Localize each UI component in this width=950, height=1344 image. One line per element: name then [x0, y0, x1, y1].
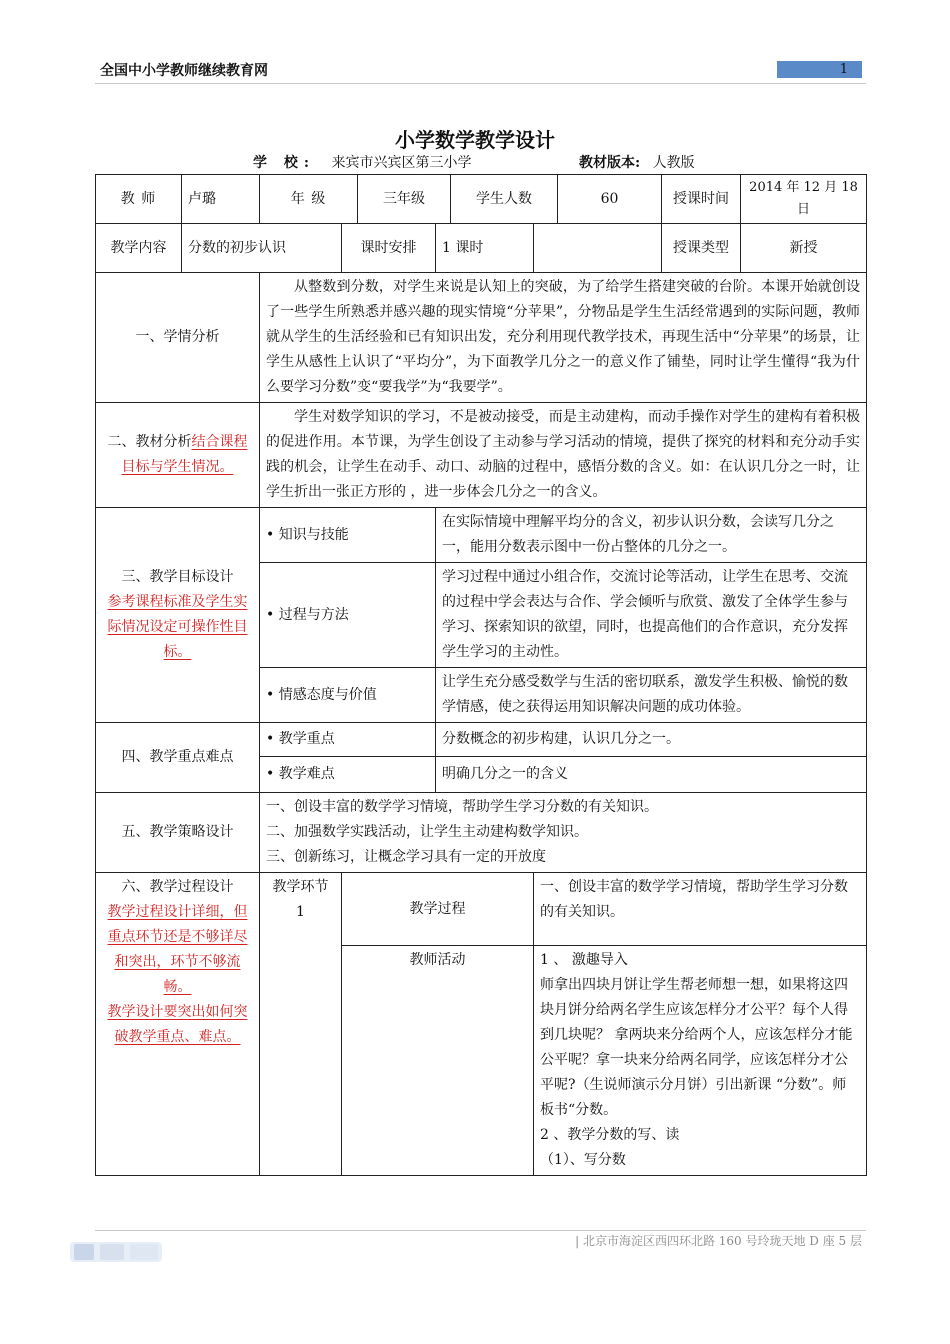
activity-step-2-title: 2 、教学分数的写、读 [540, 1127, 680, 1143]
strategy-line-1: 一、创设丰富的数学学习情境，帮助学生学习分数的有关知识。 [266, 799, 658, 815]
grade-label: 年 级 [260, 175, 358, 224]
footer-divider [95, 1230, 866, 1231]
section-2-text: 学生对数学知识的学习，不是被动接受，而是主动建构，而动手操作对学生的建构有着积极的促进作用。本节课，为学生创设了主动参与学习活动的情境，提供了探究的材料和充分动手实践的机会，让学生在动手、动口、动脑的过程中，感悟分数的含义。如：在认识几分之一时，让学生折出一张正方形的 ，进一步体会几分之一的含义。 [260, 403, 867, 508]
school-line [253, 152, 472, 172]
knowledge-text: 在实际情境中理解平均分的含义，初步认识分数，会读写几分之一，能用分数表示图中一份占整体的几分之一。 [436, 508, 867, 563]
type-label: 授课类型 [662, 224, 741, 273]
info-row-2 [96, 224, 867, 273]
section-1-label: 一、学情分析 [96, 273, 260, 403]
teaching-process-label: 教学过程 [342, 873, 534, 946]
process-method-label: • 过程与方法 [260, 563, 436, 668]
teacher-activity-label: 教师活动 [342, 946, 534, 1176]
strategy-line-3: 三、创新练习，让概念学习具有一定的开放度 [266, 849, 546, 865]
activity-step-2-sub: （1）、写分数 [540, 1152, 626, 1168]
edition-value: 人教版 [652, 155, 695, 171]
process-method-text: 学习过程中通过小组合作，交流讨论等活动，让学生在思考、交流的过程中学会表达与合作、学会倾听与欣赏、激发了全体学生参与学习、探索知识的欲望，同时，也提高他们的合作意识，充分发挥学生学习的主动性。 [436, 563, 867, 668]
emotion-label: • 情感态度与价值 [260, 668, 436, 723]
edition-line [579, 152, 695, 172]
edition-label: 教材版本: [579, 155, 641, 171]
footer-logo-graphic [70, 1236, 162, 1268]
hours-label: 课时安排 [342, 224, 436, 273]
info-row-1 [96, 175, 867, 224]
section-3-note: 参考课程标准及学生实际情况设定可操作性目标。 [107, 594, 248, 660]
knowledge-label: • 知识与技能 [260, 508, 436, 563]
section-3-label-cell [96, 508, 260, 723]
section-3-label: 三、教学目标设计 [121, 569, 234, 585]
activity-step-1-text: 师拿出四块月饼让学生帮老师想一想，如果将这四块月饼分给两名学生应该怎样分才公平？每个人得到几块呢？ 拿两块来分给两个人，应该怎样分才能公平呢？拿一块来分给两名同学，应该怎样分才公平呢?（生说师演示分月饼）引出新课 “分数”。师板书“分数。 [540, 977, 853, 1118]
section-6-note-1: 教学过程设计详细，但重点环节还是不够详尽和突出，环节不够流畅。 [107, 904, 248, 995]
school-value: 来宾市兴宾区第三小学 [331, 155, 472, 171]
content-value: 分数的初步认识 [182, 224, 342, 273]
section-6-row-process [96, 873, 867, 946]
document-title: 小学数学教学设计 [395, 128, 555, 152]
teaching-step-cell [260, 873, 342, 1176]
section-2-label: 二、教材分析 [107, 434, 192, 450]
section-5-row [96, 793, 867, 873]
empty-cell [534, 224, 662, 273]
section-6-label-cell [96, 873, 260, 1176]
date-label: 授课时间 [662, 175, 741, 224]
footer-address: | 北京市海淀区西四环北路 160 号玲珑天地 D 座 5 层 [575, 1234, 862, 1248]
type-value: 新授 [741, 224, 867, 273]
students-label: 学生人数 [451, 175, 558, 224]
school-label: 学 校: [253, 155, 316, 171]
date-value: 2014 年 12 月 18 日 [741, 175, 867, 224]
difficulty-label: • 教学难点 [260, 757, 436, 793]
teaching-process-text: 一、创设丰富的数学学习情境，帮助学生学习分数的有关知识。 [534, 873, 867, 946]
section-1-text: 从整数到分数，对学生来说是认知上的突破，为了给学生搭建突破的台阶。本课开始就创设了一些学生所熟悉并感兴趣的现实情境“分苹果”，分物品是学生生活经常遇到的实际问题，教师就从学生的生活经验和已有知识出发，充分利用现代教学技术，再现生活中“分苹果”的场景，让学生从感性上认识了“平均分”，为下面教学几分之一的意义作了铺垫，同时让学生懂得“我为什么要学习分数”变“要我学”为“我要学”。 [260, 273, 867, 403]
section-1-row [96, 273, 867, 403]
emotion-text: 让学生充分感受数学与生活的密切联系，激发学生积极、愉悦的数学情感，使之获得运用知识解决问题的成功体验。 [436, 668, 867, 723]
content-label: 教学内容 [96, 224, 182, 273]
section-5-text [260, 793, 867, 873]
difficulty-text: 明确几分之一的含义 [436, 757, 867, 793]
hours-value: 1 课时 [436, 224, 534, 273]
section-4-label: 四、教学重点难点 [96, 723, 260, 793]
teacher-label: 教 师 [96, 175, 182, 224]
section-2-label-cell [96, 403, 260, 508]
site-name: 全国中小学教师继续教育网 [100, 63, 268, 79]
teaching-step-number: 1 [296, 904, 305, 920]
students-value: 60 [558, 175, 662, 224]
activity-step-1-title: 1 、 激趣导入 [540, 952, 628, 968]
teacher-activity-text [534, 946, 867, 1176]
strategy-line-2: 二、加强数学实践活动，让学生主动建构数学知识。 [266, 824, 588, 840]
section-6-label: 六、教学过程设计 [121, 879, 234, 895]
section-6-note-2: 教学设计要突出如何突破教学重点、难点。 [107, 1004, 248, 1045]
teaching-step-label: 教学环节 [272, 879, 329, 895]
header-divider [95, 83, 866, 84]
section-5-label: 五、教学策略设计 [96, 793, 260, 873]
section-3-row-knowledge [96, 508, 867, 563]
key-point-text: 分数概念的初步构建，认识几分之一。 [436, 723, 867, 757]
teacher-value: 卢璐 [182, 175, 260, 224]
page-number-badge: 1 [777, 61, 862, 78]
section-2-note: 结合课程目标与学生情况。 [121, 434, 248, 475]
lesson-plan-table [95, 174, 867, 1176]
section-2-row [96, 403, 867, 508]
section-4-row-key [96, 723, 867, 757]
key-point-label: • 教学重点 [260, 723, 436, 757]
grade-value: 三年级 [358, 175, 451, 224]
